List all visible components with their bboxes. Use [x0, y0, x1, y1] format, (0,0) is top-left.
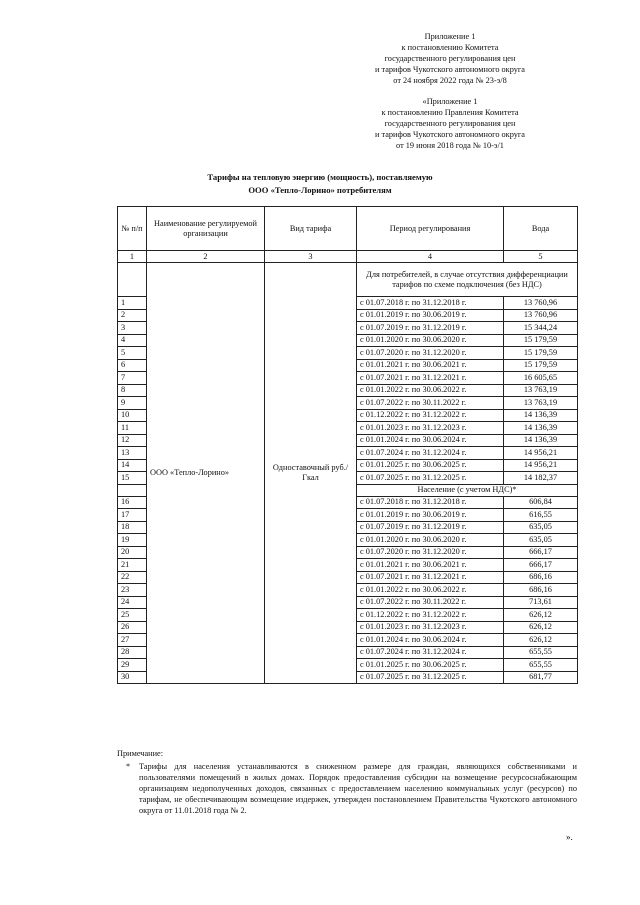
- row-number: 6: [118, 359, 147, 372]
- annex-line: от 19 июня 2018 года № 10-э/1: [396, 141, 504, 150]
- row-period: с 01.07.2022 г. по 30.11.2022 г.: [357, 397, 504, 410]
- notes: [117, 748, 577, 816]
- row-period: с 01.01.2023 г. по 31.12.2023 г.: [357, 422, 504, 435]
- annex-line: и тарифов Чукотского автономного округа: [374, 65, 525, 74]
- row-number: 26: [118, 621, 147, 634]
- row-number: 18: [118, 521, 147, 534]
- closing-quote: ».: [566, 832, 573, 842]
- row-period: с 01.01.2020 г. по 30.06.2020 г.: [357, 334, 504, 347]
- annex-line: государственного регулирования цен: [384, 119, 516, 128]
- column-number: 2: [147, 251, 265, 263]
- row-period: с 01.01.2021 г. по 30.06.2021 г.: [357, 359, 504, 372]
- row-value: 13 760,96: [504, 309, 578, 322]
- organization-name: ООО «Тепло-Лорино»: [147, 263, 265, 684]
- row-number: 7: [118, 372, 147, 385]
- row-period: с 01.07.2022 г. по 30.11.2022 г.: [357, 596, 504, 609]
- annex-line: Приложение 1: [424, 32, 476, 41]
- row-value: 13 763,19: [504, 397, 578, 410]
- row-number: 22: [118, 571, 147, 584]
- row-period: с 01.01.2021 г. по 30.06.2021 г.: [357, 559, 504, 572]
- row-period: с 01.01.2023 г. по 31.12.2023 г.: [357, 621, 504, 634]
- annex-line: к постановлению Комитета: [401, 43, 499, 52]
- row-number: 2: [118, 309, 147, 322]
- row-period: с 01.01.2025 г. по 30.06.2025 г.: [357, 459, 504, 472]
- empty-cell: [118, 263, 147, 297]
- row-period: с 01.01.2019 г. по 30.06.2019 г.: [357, 309, 504, 322]
- header-num: № п/п: [118, 207, 147, 251]
- column-number: 1: [118, 251, 147, 263]
- header-tariff-type: Вид тарифа: [265, 207, 357, 251]
- notes-title: Примечание:: [117, 749, 164, 758]
- row-period: с 01.01.2024 г. по 30.06.2024 г.: [357, 634, 504, 647]
- row-value: 14 956,21: [504, 459, 578, 472]
- title-line-2: ООО «Тепло-Лорино» потребителям: [248, 185, 392, 195]
- row-number: 14: [118, 459, 147, 472]
- row-value: 16 605,65: [504, 372, 578, 385]
- annex-line: и тарифов Чукотского автономного округа: [374, 130, 525, 139]
- row-value: 626,12: [504, 621, 578, 634]
- annex-header-original: [320, 96, 580, 151]
- row-number: 1: [118, 297, 147, 310]
- row-period: с 01.07.2020 г. по 31.12.2020 г.: [357, 546, 504, 559]
- column-number: 4: [357, 251, 504, 263]
- empty-cell: [118, 484, 147, 496]
- row-number: 5: [118, 347, 147, 360]
- row-value: 655,55: [504, 646, 578, 659]
- annex-line: «Приложение 1: [422, 97, 478, 106]
- annex-header-current: [320, 31, 580, 86]
- row-number: 11: [118, 422, 147, 435]
- annex-line: к постановлению Правления Комитета: [381, 108, 519, 117]
- annex-line: от 24 ноября 2022 года № 23-э/8: [393, 76, 507, 85]
- table-body: [118, 251, 578, 684]
- row-number: 13: [118, 447, 147, 460]
- header-organization: Наименование регулируемой организации: [147, 207, 265, 251]
- row-number: 28: [118, 646, 147, 659]
- row-value: 15 179,59: [504, 359, 578, 372]
- row-value: 686,16: [504, 584, 578, 597]
- row-period: с 01.01.2022 г. по 30.06.2022 г.: [357, 384, 504, 397]
- row-period: с 01.07.2018 г. по 31.12.2018 г.: [357, 297, 504, 310]
- row-value: 666,17: [504, 546, 578, 559]
- row-number: 25: [118, 609, 147, 622]
- row-period: с 01.01.2024 г. по 30.06.2024 г.: [357, 434, 504, 447]
- row-value: 681,77: [504, 671, 578, 684]
- row-value: 713,61: [504, 596, 578, 609]
- row-number: 20: [118, 546, 147, 559]
- document-title: [0, 171, 640, 197]
- row-value: 666,17: [504, 559, 578, 572]
- note-text: Тарифы для населения устанавливаются в сниженном размере для граждан, являющихся собственниками и пользователями помещений в жилых домах. Порядок предоставления субсидии на возмещение ресурсоснабжающим организациям недополученных доходов, связанных с предоставлением населению коммунальных услуг (ресурсов) по тарифам, не обеспечивающим возмещение издержек, утвержден постановлением Правительства Чукотского автономного округа от 11.01.2018 года № 2.: [139, 762, 577, 815]
- row-period: с 01.07.2024 г. по 31.12.2024 г.: [357, 646, 504, 659]
- row-value: 14 136,39: [504, 422, 578, 435]
- row-value: 655,55: [504, 659, 578, 672]
- row-value: 14 136,39: [504, 409, 578, 422]
- section-label-consumers: Для потребителей, в случае отсутствия дифференциации тарифов по схеме подключения (без НДС): [357, 263, 578, 297]
- footnote-marker: *: [126, 762, 131, 771]
- row-value: 15 179,59: [504, 347, 578, 360]
- row-number: 12: [118, 434, 147, 447]
- row-number: 3: [118, 322, 147, 335]
- row-period: с 01.12.2022 г. по 31.12.2022 г.: [357, 609, 504, 622]
- row-number: 9: [118, 397, 147, 410]
- row-period: с 01.07.2021 г. по 31.12.2021 г.: [357, 571, 504, 584]
- row-number: 27: [118, 634, 147, 647]
- note-item: [117, 761, 577, 816]
- row-value: 635,05: [504, 534, 578, 547]
- section-label-population: Население (с учетом НДС)*: [357, 484, 578, 496]
- row-period: с 01.07.2018 г. по 31.12.2018 г.: [357, 496, 504, 509]
- row-value: 13 763,19: [504, 384, 578, 397]
- row-period: с 01.07.2019 г. по 31.12.2019 г.: [357, 322, 504, 335]
- row-number: 17: [118, 509, 147, 522]
- row-number: 16: [118, 496, 147, 509]
- row-number: 19: [118, 534, 147, 547]
- row-number: 4: [118, 334, 147, 347]
- row-number: 23: [118, 584, 147, 597]
- row-value: 686,16: [504, 571, 578, 584]
- row-period: с 01.07.2020 г. по 31.12.2020 г.: [357, 347, 504, 360]
- row-value: 606,84: [504, 496, 578, 509]
- column-number-row: [118, 251, 578, 263]
- row-value: 14 136,39: [504, 434, 578, 447]
- row-period: с 01.07.2024 г. по 31.12.2024 г.: [357, 447, 504, 460]
- row-period: с 01.01.2022 г. по 30.06.2022 г.: [357, 584, 504, 597]
- row-period: с 01.01.2019 г. по 30.06.2019 г.: [357, 509, 504, 522]
- header-period: Период регулирования: [357, 207, 504, 251]
- row-value: 626,12: [504, 609, 578, 622]
- row-number: 30: [118, 671, 147, 684]
- row-value: 15 179,59: [504, 334, 578, 347]
- row-value: 616,55: [504, 509, 578, 522]
- tariff-table: [117, 206, 578, 684]
- row-number: 21: [118, 559, 147, 572]
- annex-line: государственного регулирования цен: [384, 54, 516, 63]
- row-value: 635,05: [504, 521, 578, 534]
- section-row-consumers: [118, 263, 578, 297]
- column-number: 3: [265, 251, 357, 263]
- table-header-row: [118, 207, 578, 251]
- row-value: 14 956,21: [504, 447, 578, 460]
- row-number: 24: [118, 596, 147, 609]
- row-value: 14 182,37: [504, 472, 578, 485]
- header-water: Вода: [504, 207, 578, 251]
- row-period: с 01.01.2025 г. по 30.06.2025 г.: [357, 659, 504, 672]
- tariff-type: Одноставочный руб./Гкал: [265, 263, 357, 684]
- row-period: с 01.12.2022 г. по 31.12.2022 г.: [357, 409, 504, 422]
- column-number: 5: [504, 251, 578, 263]
- title-line-1: Тарифы на тепловую энергию (мощность), поставляемую: [207, 172, 433, 182]
- row-period: с 01.01.2020 г. по 30.06.2020 г.: [357, 534, 504, 547]
- row-value: 13 760,96: [504, 297, 578, 310]
- row-value: 626,12: [504, 634, 578, 647]
- row-number: 29: [118, 659, 147, 672]
- row-number: 10: [118, 409, 147, 422]
- row-period: с 01.07.2025 г. по 31.12.2025 г.: [357, 671, 504, 684]
- row-number: 15: [118, 472, 147, 485]
- row-period: с 01.07.2021 г. по 31.12.2021 г.: [357, 372, 504, 385]
- row-number: 8: [118, 384, 147, 397]
- row-value: 15 344,24: [504, 322, 578, 335]
- row-period: с 01.07.2019 г. по 31.12.2019 г.: [357, 521, 504, 534]
- row-period: с 01.07.2025 г. по 31.12.2025 г.: [357, 472, 504, 485]
